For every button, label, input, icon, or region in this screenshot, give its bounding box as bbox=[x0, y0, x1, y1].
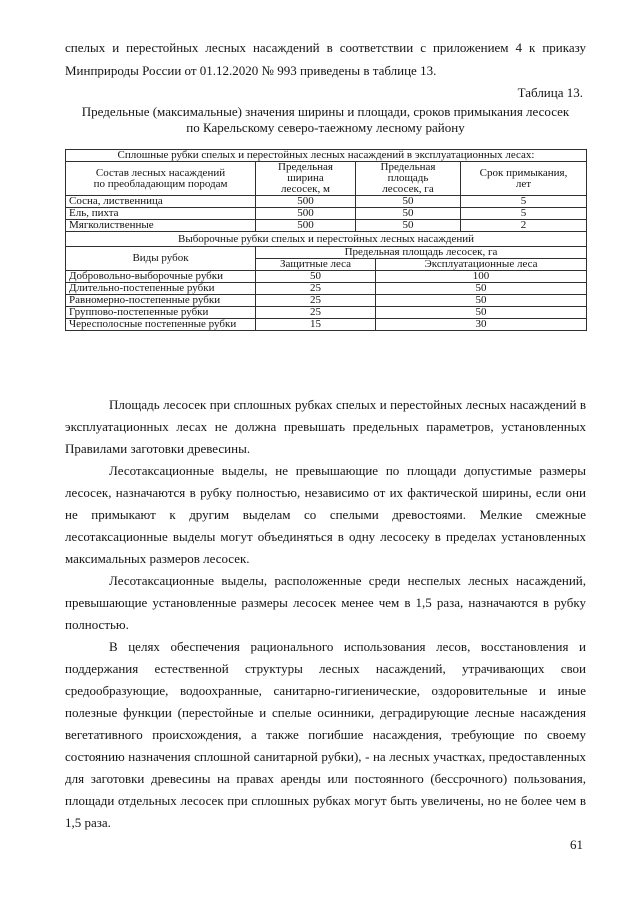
table-row bbox=[66, 271, 587, 283]
exploitation-cell: 50 bbox=[376, 295, 587, 307]
protective-cell: 50 bbox=[256, 271, 376, 283]
protective-cell: 25 bbox=[256, 283, 376, 295]
cut-kind-cell: Длительно-постепенные рубки bbox=[66, 283, 256, 295]
protective-cell: 25 bbox=[256, 307, 376, 319]
table-row bbox=[66, 307, 587, 319]
paragraph-allotments-full-cut: Лесотаксационные выделы, не превышающие по площади допустимые размеры лесосек, назначаются в рубку полностью, независимо от их фактической ширины, если они не примыкают к другим выделам со спелыми древостоями. Мелкие смежные лесотаксационные выделы могут объединяться в одну лесосеку в пределах установленных максимальных размеров лесосек. bbox=[65, 463, 586, 566]
table-caption-line-1: Предельные (максимальные) значения ширины и площади, сроков примыкания лесосек bbox=[81, 104, 570, 119]
table-row bbox=[66, 283, 587, 295]
term-header: Срок примыкания, лет bbox=[461, 162, 587, 196]
table-row bbox=[66, 208, 587, 220]
term-cell: 2 bbox=[461, 220, 587, 232]
cut-kind-cell: Группово-постепенные рубки bbox=[66, 307, 256, 319]
area-cell: 50 bbox=[356, 196, 461, 208]
composition-header: Состав лесных насаждений по преобладающим породам bbox=[66, 162, 256, 196]
area-group-header: Предельная площадь лесосек, га bbox=[256, 247, 587, 259]
table-caption-line-2: по Карельскому северо-таежному лесному району bbox=[186, 120, 465, 135]
cut-kind-cell: Добровольно-выборочные рубки bbox=[66, 271, 256, 283]
cut-kind-cell: Равномерно-постепенные рубки bbox=[66, 295, 256, 307]
term-cell: 5 bbox=[461, 208, 587, 220]
cut-kind-cell: Чересполосные постепенные рубки bbox=[66, 319, 256, 331]
clear-cut-section-title: Сплошные рубки спелых и перестойных лесных насаждений в эксплуатационных лесах: bbox=[66, 150, 587, 162]
protective-cell: 25 bbox=[256, 295, 376, 307]
table-row bbox=[66, 319, 587, 331]
exploitation-cell: 30 bbox=[376, 319, 587, 331]
limits-table bbox=[65, 149, 587, 331]
species-cell: Ель, пихта bbox=[66, 208, 256, 220]
width-cell: 500 bbox=[256, 220, 356, 232]
exploitation-cell: 50 bbox=[376, 307, 587, 319]
table-header-row bbox=[66, 247, 587, 259]
area-cell: 50 bbox=[356, 220, 461, 232]
paragraph-immature-stands: Лесотаксационные выделы, расположенные среди неспелых лесных насаждений, превышающие установленные размеры лесосек менее чем в 1,5 раза, назначаются в рубку полностью. bbox=[65, 573, 586, 632]
protective-cell: 15 bbox=[256, 319, 376, 331]
width-cell: 500 bbox=[256, 208, 356, 220]
page-number: 61 bbox=[570, 837, 583, 852]
paragraph-rational-use: В целях обеспечения рационального использования лесов, восстановления и поддержания естественной структуры лесных насаждений, утрачивающих свои средообразующие, водоохранные, санитарно-гигиенические, оздоровительные и иные полезные функции (перестойные и спелые осинники, деградирующие лесные насаждения вегетативного происхождения, а также погибшие насаждения, требующие по своему состоянию назначения сплошной санитарной рубки), - на лесных участках, предоставленных для заготовки древесины на правах аренды или постоянного (бессрочного) пользования, площади отдельных лесосек при сплошных рубках могут быть увеличены, но не более чем в 1,5 раза. bbox=[65, 639, 586, 830]
width-header: Предельная ширина лесосек, м bbox=[256, 162, 356, 196]
table-section-row bbox=[66, 150, 587, 162]
kind-header: Виды рубок bbox=[66, 247, 256, 271]
intro-line-1: спелых и перестойных лесных насаждений в соответствии с приложением 4 к приказу bbox=[65, 40, 586, 55]
table-row bbox=[66, 220, 587, 232]
paragraph-area-limits: Площадь лесосек при сплошных рубках спелых и перестойных лесных насаждений в эксплуатационных лесах не должна превышать предельных параметров, установленных Правилами заготовки древесины. bbox=[65, 397, 586, 456]
species-cell: Сосна, лиственница bbox=[66, 196, 256, 208]
exploitation-cell: 50 bbox=[376, 283, 587, 295]
table-header-row bbox=[66, 162, 587, 196]
table-row bbox=[66, 295, 587, 307]
table-label: Таблица 13. bbox=[517, 85, 583, 100]
area-header: Предельная площадь лесосек, га bbox=[356, 162, 461, 196]
table-section-row bbox=[66, 232, 587, 247]
width-cell: 500 bbox=[256, 196, 356, 208]
area-cell: 50 bbox=[356, 208, 461, 220]
table-row bbox=[66, 196, 587, 208]
exploitation-header: Эксплуатационные леса bbox=[376, 259, 587, 271]
species-cell: Мягколиственные bbox=[66, 220, 256, 232]
selective-section-title: Выборочные рубки спелых и перестойных лесных насаждений bbox=[66, 232, 587, 247]
exploitation-cell: 100 bbox=[376, 271, 587, 283]
protective-header: Защитные леса bbox=[256, 259, 376, 271]
intro-line-2: Минприроды России от 01.12.2020 № 993 приведены в таблице 13. bbox=[65, 63, 437, 78]
term-cell: 5 bbox=[461, 196, 587, 208]
